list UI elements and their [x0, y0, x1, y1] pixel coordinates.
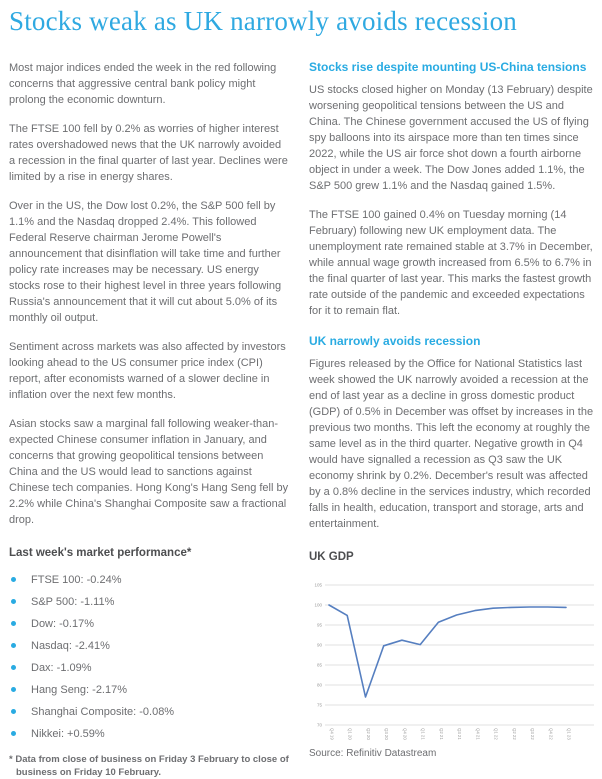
- market-performance-list: [9, 572, 289, 742]
- svg-text:Q4 19: Q4 19: [329, 728, 335, 740]
- data-footnote: * Data from close of business on Friday 3 February to close of business on Friday 10 February.: [9, 754, 289, 778]
- right-column: [309, 60, 594, 760]
- chart-source: Source: Refinitiv Datastream: [309, 748, 437, 759]
- svg-text:Q2 20: Q2 20: [365, 728, 371, 740]
- list-item: [9, 594, 289, 610]
- uk-gdp-chart-svg: [309, 576, 594, 744]
- list-item: [9, 682, 289, 698]
- svg-text:105: 105: [314, 582, 322, 588]
- bullet-icon: [11, 687, 16, 692]
- svg-text:Q1 21: Q1 21: [420, 728, 426, 740]
- columns: [9, 60, 594, 779]
- svg-text:Q2 22: Q2 22: [511, 728, 517, 740]
- svg-text:Q4 21: Q4 21: [475, 728, 481, 740]
- list-item: [9, 726, 289, 742]
- svg-text:75: 75: [316, 702, 322, 708]
- svg-text:Q4 22: Q4 22: [548, 728, 554, 740]
- market-performance-heading: Last week's market performance*: [9, 547, 192, 559]
- svg-text:Q1 20: Q1 20: [347, 728, 353, 740]
- page-title: Stocks weak as UK narrowly avoids recession: [9, 6, 517, 36]
- paragraph: US stocks closed higher on Monday (13 February) despite worsening geopolitical tensions between the US and China. The Chinese government accused the US of flying spy balloons into its airspace more than ten times since 2022, while the US air force shot down a fourth airborne object in under a week. The Dow Jones added 1.1%, the S&P 500 grew 1.1% and the Nasdaq gained 1.5%.: [309, 84, 593, 192]
- list-item: [9, 616, 289, 632]
- svg-text:Q3 22: Q3 22: [530, 728, 536, 740]
- list-item-label: Dow: -0.17%: [31, 618, 94, 630]
- bullet-icon: [11, 643, 16, 648]
- bullet-icon: [11, 709, 16, 714]
- paragraph: Figures released by the Office for National Statistics last week showed the UK narrowly avoided a recession at the end of last year as a decline in gross domestic product (GDP) of 0.5% in December was offset by increases in the previous two months. This left the economy at roughly the same level as in the third quarter. Negative growth in Q4 would have signalled a recession as Q3 saw the UK economy shrink by 0.2%. December's result was affected by a 0.8% decline in the services industry, which recorded falls in health, education, transport and storage, arts and entertainment.: [309, 358, 594, 530]
- svg-text:100: 100: [314, 602, 322, 608]
- paragraph: The FTSE 100 gained 0.4% on Tuesday morning (14 February) following new UK employment data. The unemployment rate remained stable at 3.7% in December, while annual wage growth increased from 6.5% to 6.7% in the final quarter of last year. This marks the fastest growth rate outside of the pandemic and exceeded expectations for it to remain flat.: [309, 209, 593, 317]
- svg-text:Q1 22: Q1 22: [493, 728, 499, 740]
- svg-text:85: 85: [316, 662, 322, 668]
- svg-text:Q2 21: Q2 21: [438, 728, 444, 740]
- svg-text:70: 70: [316, 722, 322, 728]
- bullet-icon: [11, 731, 16, 736]
- list-item-label: FTSE 100: -0.24%: [31, 574, 122, 586]
- svg-text:Q3 20: Q3 20: [384, 728, 390, 740]
- bullet-icon: [11, 621, 16, 626]
- list-item-label: Nikkei: +0.59%: [31, 728, 105, 740]
- section-heading-uk-recession: UK narrowly avoids recession: [309, 334, 481, 348]
- list-item: [9, 638, 289, 654]
- list-item-label: Hang Seng: -2.17%: [31, 684, 128, 696]
- bullet-icon: [11, 665, 16, 670]
- list-item-label: Dax: -1.09%: [31, 662, 92, 674]
- paragraph: Over in the US, the Dow lost 0.2%, the S&P 500 fell by 1.1% and the Nasdaq dropped 2.4%. This followed Federal Reserve chairman Jerome Powell's announcement that disinflation will take time and further policy rate increases may be necessary. US energy stocks rose to their highest level in three years following Russia's announcement that it will cut about 5.0% of its monthly oil output.: [9, 200, 282, 324]
- svg-text:Q3 21: Q3 21: [457, 728, 463, 740]
- paragraph: The FTSE 100 fell by 0.2% as worries of higher interest rates overshadowed news that the UK narrowly avoided a recession in the final quarter of last year. Declines were limited by a rise in energy shares.: [9, 123, 288, 183]
- svg-text:Q1 23: Q1 23: [566, 728, 572, 740]
- paragraph: Sentiment across markets was also affected by investors looking ahead to the US consumer price index (CPI) report, after economists warned of a slower decline in inflation over the next few months.: [9, 341, 286, 401]
- list-item: [9, 704, 289, 720]
- list-item: [9, 572, 289, 588]
- chart-heading: UK GDP: [309, 551, 354, 563]
- left-column: [9, 60, 289, 779]
- svg-text:90: 90: [316, 642, 322, 648]
- list-item: [9, 660, 289, 676]
- paragraph: Most major indices ended the week in the red following concerns that aggressive central bank policy might prolong the economic downturn.: [9, 62, 277, 106]
- uk-gdp-chart: [309, 576, 594, 744]
- list-item-label: Nasdaq: -2.41%: [31, 640, 110, 652]
- bullet-icon: [11, 599, 16, 604]
- bullet-icon: [11, 577, 16, 582]
- svg-text:95: 95: [316, 622, 322, 628]
- section-heading-us-china: Stocks rise despite mounting US-China tensions: [309, 60, 587, 74]
- list-item-label: Shanghai Composite: -0.08%: [31, 706, 175, 718]
- paragraph: Asian stocks saw a marginal fall following weaker-than-expected Chinese consumer inflation in January, and concerns that growing geopolitical tensions between China and the US would lead to sanctions against Chinese tech companies. Hong Kong's Hang Seng fell by 2.2% while China's Shanghai Composite saw a fractional drop.: [9, 418, 289, 526]
- svg-text:Q4 20: Q4 20: [402, 728, 408, 740]
- svg-text:80: 80: [316, 682, 322, 688]
- list-item-label: S&P 500: -1.11%: [31, 596, 115, 608]
